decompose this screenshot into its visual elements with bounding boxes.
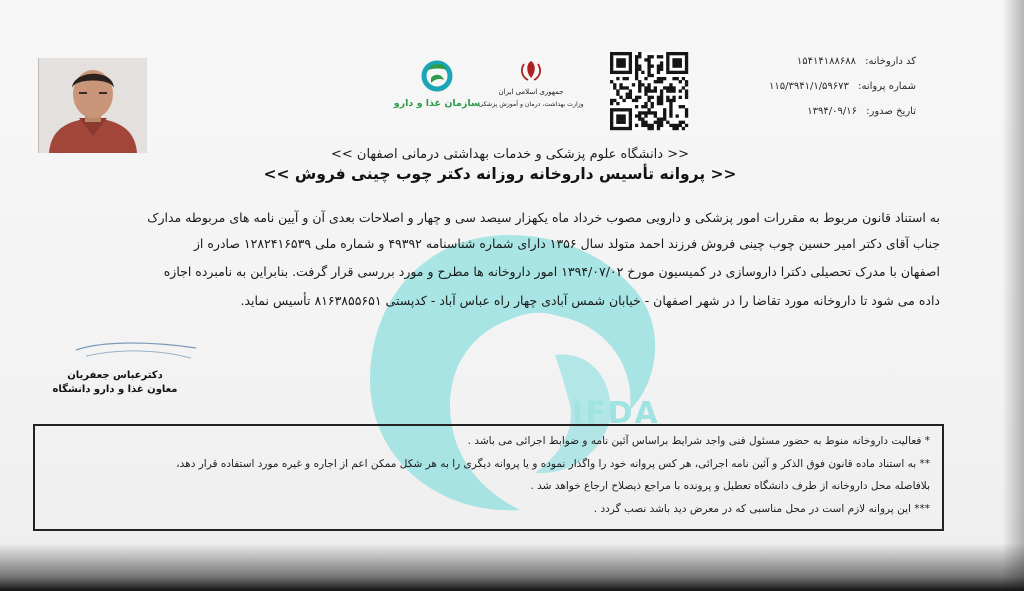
applicant-photo bbox=[38, 58, 146, 153]
note-2-continued: بلافاصله محل داروخانه از طرف دانشگاه تعطیل و پرونده با مراجع ذیصلاح ارجاع خواهد شد . bbox=[530, 480, 930, 492]
iri-emblem-icon bbox=[522, 61, 540, 80]
body-line-3: اصفهان با مدرک تحصیلی دکترا داروسازی در کمیسیون مورخ ۱۳۹۴/۰۷/۰۲ امور داروخانه ها مطرح و مورد بررسی قرار گرفت. بنابراین به نامبرده اجازه bbox=[163, 264, 940, 279]
ministry-line2: وزارت بهداشت، درمان و آموزش پزشکی bbox=[478, 101, 584, 108]
university-title: << دانشگاه علوم پزشکی و خدمات بهداشتی درمانی اصفهان >> bbox=[330, 147, 690, 162]
license-number-value: ۱۱۵/۳۹۴۱/۱/۵۹۶۷۳ bbox=[768, 81, 849, 92]
ifda-emblem-icon bbox=[393, 56, 481, 118]
body-line-2: جناب آقای دکتر امیر حسین چوب چینی فروش فرزند احمد متولد سال ۱۳۵۶ دارای شماره شناسنامه ۴۹۳۹۲ و شماره ملی ۱۲۸۲۴۱۶۵۳۹ صادره از bbox=[193, 236, 940, 251]
body-line-4: داده می شود تا داروخانه مورد تقاضا را در شهر اصفهان - خیابان شمس آبادی چهار راه عباس آباد - کدپستی ۸۱۶۳۸۵۵۶۵۱ تأسیس نماید. bbox=[240, 293, 940, 308]
signatory-title: معاون غذا و دارو دانشگاه bbox=[52, 384, 178, 395]
ifda-caption: سازمان غذا و دارو bbox=[393, 98, 481, 109]
issue-date-row bbox=[807, 106, 916, 117]
note-3: *** این پروانه لازم است در محل مناسبی که در معرض دید باشد نصب گردد . bbox=[593, 503, 930, 515]
watermark-text: IFDA bbox=[572, 396, 660, 431]
note-1: * فعالیت داروخانه منوط به حضور مسئول فنی واجد شرایط براساس آئین نامه و ضوابط اجرائی می باشد . bbox=[467, 435, 930, 447]
pharmacy-code-label: کد داروخانه: bbox=[865, 56, 916, 67]
issue-date-value: ۱۳۹۴/۰۹/۱۶ bbox=[807, 106, 857, 117]
pharmacy-code-row bbox=[797, 56, 916, 67]
pharmacy-code-value: ۱۵۴۱۴۱۸۸۶۸۸ bbox=[796, 56, 856, 67]
qr-code bbox=[610, 52, 688, 130]
qr-code-icon bbox=[610, 52, 688, 130]
notes-box bbox=[33, 424, 944, 531]
page-edge-shadow bbox=[1002, 0, 1024, 591]
issue-date-label: تاریخ صدور: bbox=[866, 106, 916, 117]
license-number-row bbox=[769, 81, 916, 92]
license-title: << پروانه تأسیس داروخانه روزانه دکتر چوب چینی فروش >> bbox=[263, 165, 737, 183]
body-line-1: به استناد قانون مربوط به مقررات امور پزشکی و دارویی مصوب خرداد ماه یکهزار سیصد سی و چهار و اصلاحات بعدی آن و آیین نامه های مربوطه مدارک bbox=[147, 210, 940, 225]
note-2: ** به استناد ماده قانون فوق الذکر و آئین نامه اجرائی، هر کس پروانه خود را واگذار نموده و یا پروانه دیگری را به هر شکل ممکن اعم از اجاره و غیره مورد استفاده قرار دهد، bbox=[176, 458, 930, 470]
license-number-label: شماره پروانه: bbox=[858, 81, 916, 92]
ministry-logo bbox=[478, 56, 584, 116]
scan-bottom-edge bbox=[0, 543, 1024, 591]
ifda-logo bbox=[393, 56, 481, 118]
signatory-name: دکترعباس جعفریان bbox=[67, 370, 163, 381]
ministry-line1: جمهوری اسلامی ایران bbox=[498, 88, 564, 96]
